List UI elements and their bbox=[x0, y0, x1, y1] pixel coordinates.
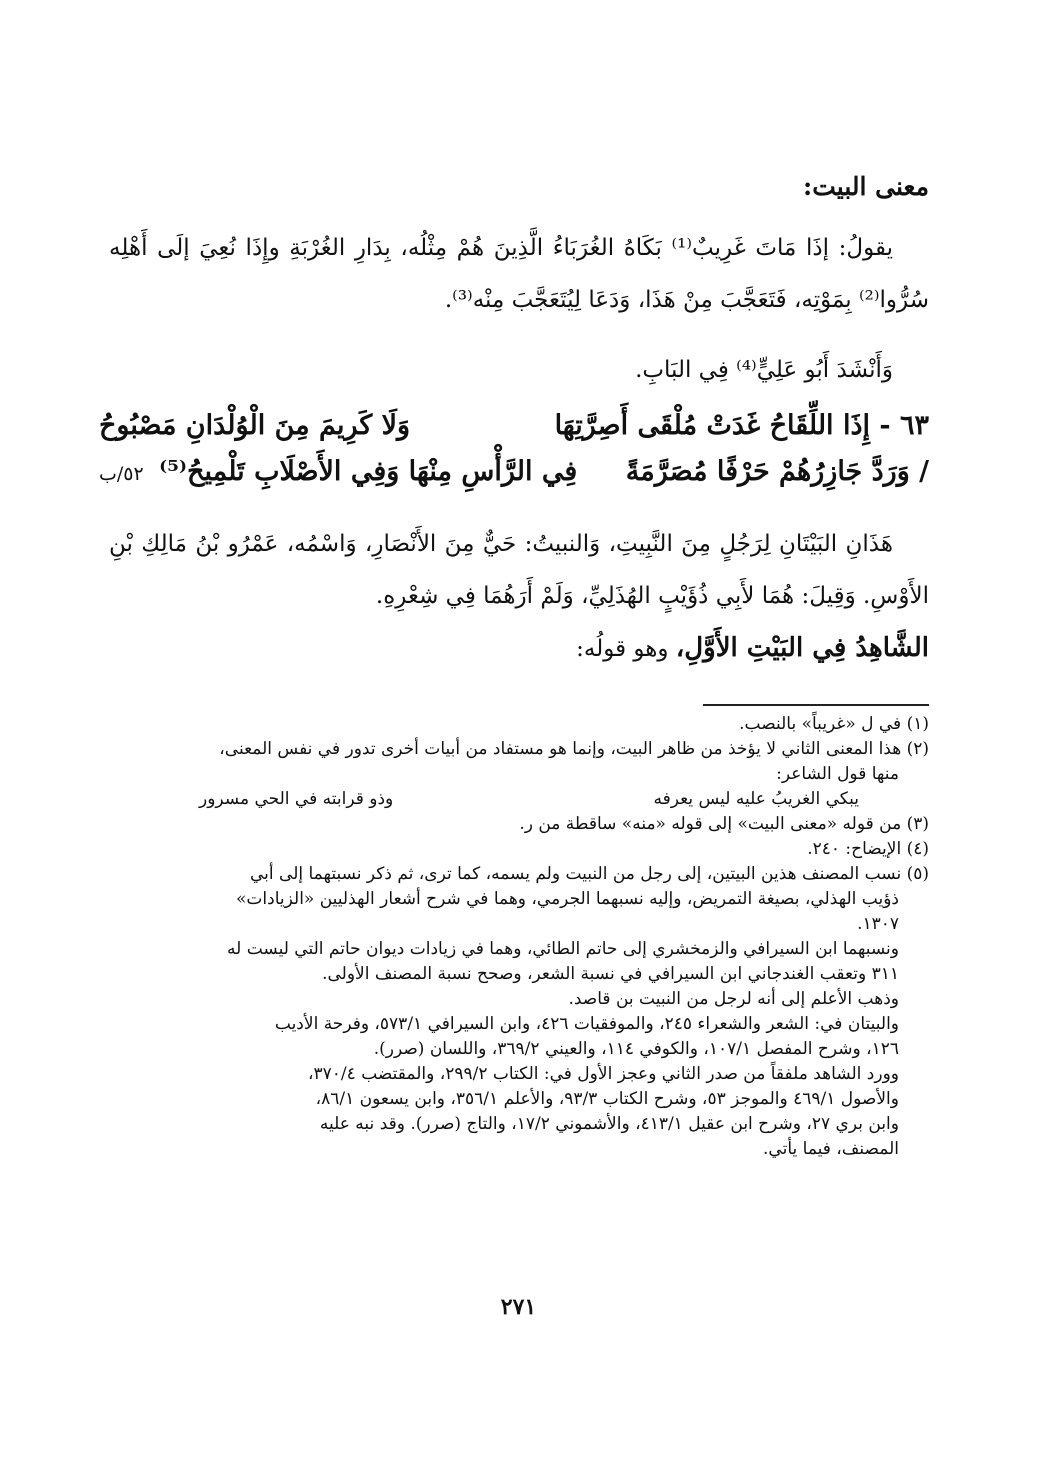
variant-line-a: وورد الشاهد ملفقاً من صدر الثاني وعجز الأول في: الكتاب ٢٩٩/٢، والمقتضب ٣٧٠/٤، bbox=[308, 1064, 899, 1084]
manuscript-folio-marker: ٥٢/ب bbox=[99, 463, 144, 485]
sources-line-a: والبيتان في: الشعر والشعراء ٢٤٥، والموفقيات ٤٢٦، وابن السيرافي ٥٧٣/١، وفرحة الأديب bbox=[274, 1014, 899, 1034]
evidence-heading: الشَّاهِدُ فِي البَيْتِ الأَوَّلِ، bbox=[675, 633, 929, 663]
verse-2-second-text: فِي الرَّأْسِ مِنْهَا وَفِي الأَصْلَابِ تَلْمِيحُ⁽⁵⁾ bbox=[159, 456, 578, 487]
verse-line-2 bbox=[99, 456, 929, 502]
verse-line-1 bbox=[99, 410, 929, 456]
footnote-5-line-c: ١٣٠٧. bbox=[857, 914, 899, 934]
footnote-3: (٣) من قوله «معنى البيت» إلى قوله «منه» ساقطة من ر. bbox=[519, 814, 929, 834]
footnotes bbox=[109, 712, 929, 1162]
footnote-divider bbox=[703, 704, 929, 706]
footnote-5 bbox=[109, 862, 929, 937]
verse-1-first-hemistich: ٦٣ - إِذَا اللِّقَاحُ غَدَتْ مُلْقَى أَصِرَّتِهَا bbox=[554, 410, 929, 441]
attribution-line-a: ونسبهما ابن السيرافي والزمخشري إلى حاتم الطائي، وهما في زيادات ديوان حاتم التي ليست له bbox=[227, 939, 899, 959]
explanation-paragraph: يقولُ: إذَا مَاتَ غَرِيبٌ⁽¹⁾ بَكَاهُ الغُرَبَاءُ الَّذِينَ هُمْ مِثْلُه، بِدَارِ الغُرْبَةِ وإِذَا نُعِيَ إلَى أَهْلِه سُرُّوا⁽²⁾ بِمَوْتِه، فَتَعَجَّبَ مِنْ هَذَا، وَدَعَا لِيُتَعَجَّبَ مِنْه⁽³⁾. bbox=[109, 235, 929, 313]
verse-2-first-hemistich: / وَرَدَّ جَازِرُهُمْ حَرْفًا مُصَرَّمَةً bbox=[625, 456, 929, 487]
footnote-5-alam: وذهب الأعلم إلى أنه لرجل من النبيت بن قاصد. bbox=[568, 989, 899, 1009]
footnote-5-line-b: ذؤيب الهذلي، بصيغة التمريض، وإليه نسبهما الجرمي، وهما في شرح أشعار الهذليين «الزيادات» bbox=[236, 889, 899, 909]
footnote-2-verse bbox=[109, 787, 929, 812]
footnote-4: (٤) الإيضاح: ٢٤٠. bbox=[807, 839, 929, 859]
footnote-5-line-a: (٥) نسب المصنف هذين البيتين، إلى رجل من النبيت ولم يسمه، كما ترى، ثم ذكر نسبتهما إلى أبي bbox=[250, 864, 929, 884]
variant-line-d: المصنف، فيما يأتي. bbox=[763, 1139, 899, 1159]
sources-line-b: ١٢٦، وشرح المفصل ١٠٧/١، والكوفي ١١٤، والعيني ٣٦٩/٢، واللسان (صرر). bbox=[373, 1039, 899, 1059]
variant-line-b: والأصول ٤٦٩/١ والموجز ٥٣، وشرح الكتاب ٩٣/٣، والأعلم ٣٥٦/١، وابن يسعون ٨٦/١، bbox=[315, 1089, 899, 1109]
footnote-1: (١) في ل «غريباً» بالنصب. bbox=[739, 714, 929, 734]
footnote-2-cont: منها قول الشاعر: bbox=[776, 764, 899, 784]
attribution-text: هَذَانِ البَيْتَانِ لِرَجُلٍ مِنَ النَّبِيتِ، وَالنبيتُ: حَيٌّ مِنَ الأَنْصَارِ، وَاسْمُه، عَمْرُو بْنُ مَالِكِ بْنِ الأَوْسِ. وَقِيلَ: هُمَا لأَبِي ذُؤَيْبٍ الهُذَلِيِّ، وَلَمْ أَرَهُمَا فِي شِعْرِهِ. bbox=[109, 531, 929, 609]
footnote-5-attribution bbox=[109, 937, 929, 987]
footnote-5-variant bbox=[109, 1062, 929, 1162]
footnote-2 bbox=[109, 737, 929, 787]
poem-block bbox=[99, 410, 929, 502]
footnote-verse-first: يبكي الغريبُ عليه ليس يعرفه bbox=[653, 789, 859, 809]
footnote-2-text: (٢) هذا المعنى الثاني لا يؤخذ من ظاهر البيت، وإنما هو مستفاد من أبيات أخرى تدور في نفس المعنى، bbox=[219, 739, 929, 759]
verse-2-second-hemistich bbox=[99, 456, 577, 487]
footnote-5-sources bbox=[109, 1012, 929, 1062]
footnote-verse-second: وذو قرابته في الحي مسرور bbox=[199, 789, 394, 809]
section-heading: معنى البيت: bbox=[803, 172, 929, 201]
evidence-intro: وهو قولُه: bbox=[576, 636, 669, 662]
verse-1-second-hemistich: وَلَا كَرِيمَ مِنَ الْوُلْدَانِ مَصْبُوحُ bbox=[99, 410, 411, 441]
attribution-line-b: ٣١١ وتعقب الغندجاني ابن السيرافي في نسبة الشعر، وصحح نسبة المصنف الأولى. bbox=[322, 964, 899, 984]
attribution-paragraph bbox=[109, 518, 929, 675]
citation-paragraph: وَأَنْشَدَ أَبُو عَلِيٍّ⁽⁴⁾ فِي البَابِ. bbox=[635, 357, 893, 383]
variant-line-c: وابن بري ٢٧، وشرح ابن عقيل ٤١٣/١، والأشموني ١٧/٢، والتاج (صرر). وقد نبه عليه bbox=[319, 1114, 899, 1134]
page-number: ٢٧١ bbox=[500, 1294, 537, 1320]
